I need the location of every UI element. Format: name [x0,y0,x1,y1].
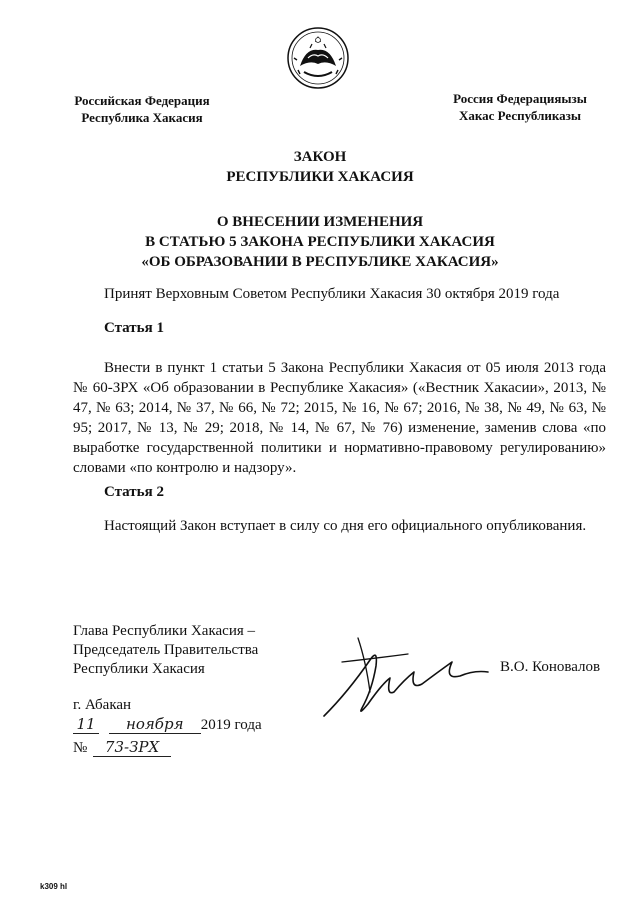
handwritten-signature [318,632,494,724]
header-left [62,92,222,126]
date-year: 2019 года [200,717,262,733]
khakassia-coat-of-arms-icon [286,26,350,90]
header-right [446,90,594,124]
signatory-position [73,622,258,679]
signatory-position-line-3: Республики Хакасия [73,661,205,677]
signer-name: В.О. Коновалов [500,659,601,675]
law-title-line-2: РЕСПУБЛИКИ ХАКАСИЯ [226,169,414,185]
signatory-position-line-1: Глава Республики Хакасия – [73,623,256,639]
footer-code: k309 hl [40,882,68,891]
law-subject [0,212,640,272]
signing-date [73,715,262,734]
subject-line-1: О ВНЕСЕНИИ ИЗМЕНЕНИЯ [216,214,424,230]
law-title [0,147,640,187]
header-left-line-2: Республика Хакасия [81,110,203,125]
header-right-line-1: Россия Федерацияызы [453,91,587,106]
header-right-line-2: Хакас Республиказы [458,108,582,123]
place-of-signing: г. Абакан [73,697,132,713]
date-month: ноября [109,715,201,734]
subject-line-2: В СТАТЬЮ 5 ЗАКОНА РЕСПУБЛИКИ ХАКАСИЯ [145,234,495,250]
article-1-text: Внести в пункт 1 статьи 5 Закона Республики Хакасия от 05 июля 2013 года № 60-ЗРХ «Об образовании в Республике Хакасия» («Вестник Хакасии», 2013, № 47, № 63; 2014, № 37, № 66, № 72; 2015, № 16, № 67; 2016, № 38, № 49, № 63, № 95; 2017, № 13, № 29; 2018, № 14, № 67, № 76) изменение, заменив слова «по выработке государственной политики и нормативно-правовому регулированию» словами «по контролю и надзору». [73,360,606,476]
article-2-heading: Статья 2 [104,484,164,500]
law-number-value: 73-ЗРХ [93,738,171,757]
signatory-position-line-2: Председатель Правительства [73,642,259,658]
header-left-line-1: Российская Федерация [74,93,210,108]
law-title-line-1: ЗАКОН [293,149,347,165]
adoption-statement: Принят Верховным Советом Республики Хакасия 30 октября 2019 года [104,286,560,302]
article-2-text: Настоящий Закон вступает в силу со дня его официального опубликования. [104,518,587,534]
law-number-prefix: № [73,740,88,756]
article-1-heading: Статья 1 [104,320,164,336]
law-number [73,738,171,757]
date-day: 11 [73,715,99,734]
subject-line-3: «ОБ ОБРАЗОВАНИИ В РЕСПУБЛИКЕ ХАКАСИЯ» [141,254,499,270]
